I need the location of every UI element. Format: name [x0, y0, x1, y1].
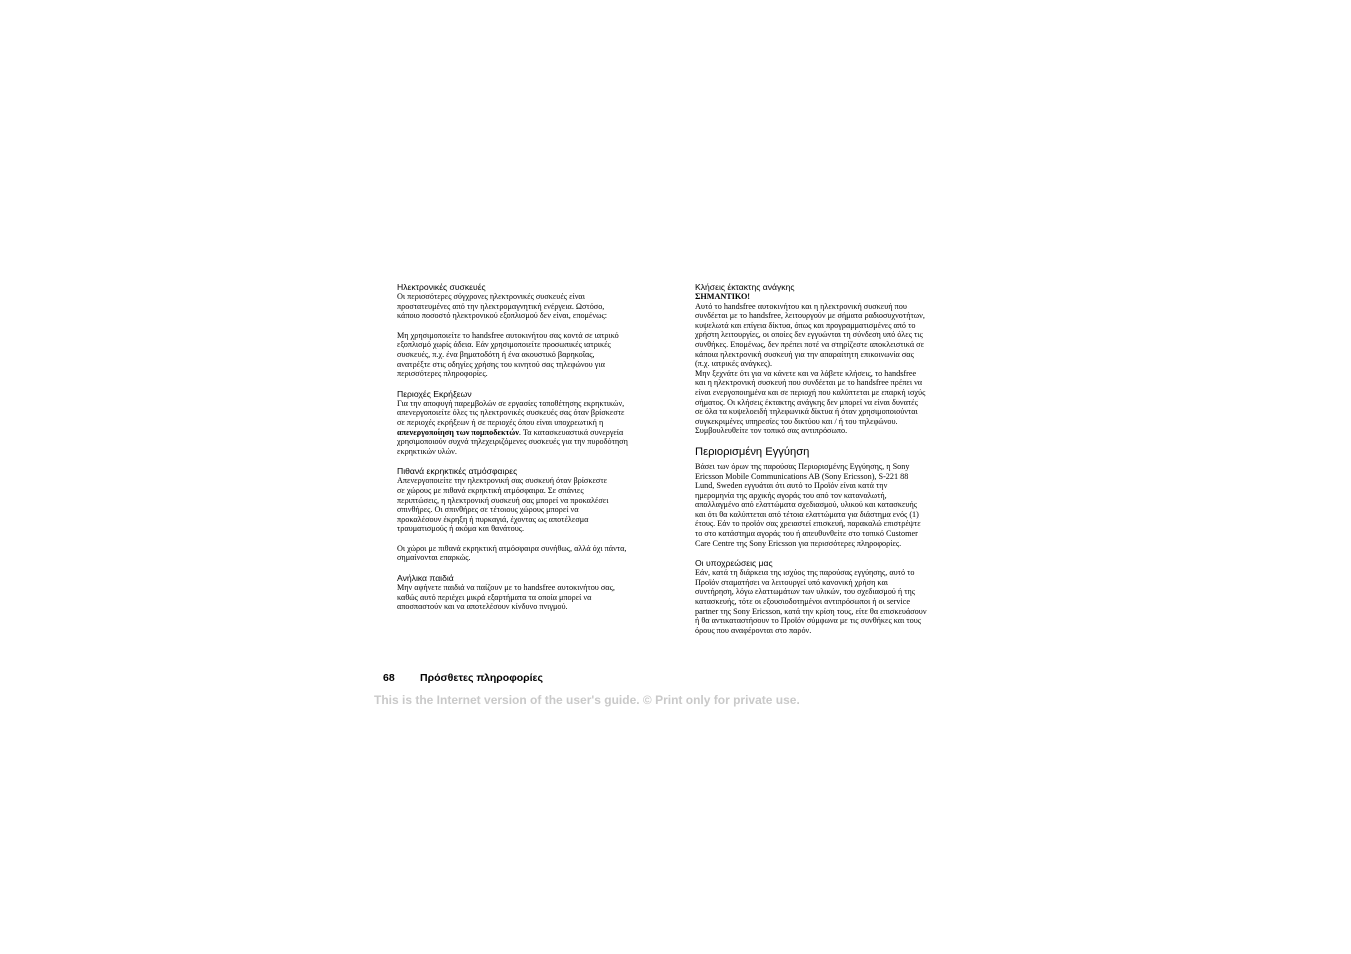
limited-warranty-paragraph: Βάσει των όρων της παρούσας Περιορισμένης Εγγύησης, η Sony Ericsson Mobile Communications AB (Sony Ericsson), S-221 88 Lund, Sweden εγγυάται ότι αυτό το Προϊόν είναι κατά την ημερομηνία της αρχικής αγοράς του από τον καταναλωτή, απαλλαγμένο από ελαττώματα σχεδιασμού, υλικού και κατασκευής και ότι θα καλύπτεται από τέτοια ελαττώματα για διάστημα ενός (1) έτους. Εάν το προϊόν σας χρειαστεί επισκευή, παρακαλώ επιστρέψτε το στο κατάστημα αγοράς του ή απευθυνθείτε στο τοπικό Customer Care Centre της Sony Ericsson για περισσότερες πληροφορίες. — [695, 461, 921, 548]
electronic-devices-paragraph-1: Οι περισσότερες σύγχρονες ηλεκτρονικές συσκευές είναι προστατευμένες από την ηλεκτρομαγνητική ενέργεια. Ωστόσο, κάποιο ποσοστό ηλεκτρονικού εξοπλισμού δεν είναι, επομένως: — [397, 292, 607, 321]
explosion-areas-text-before: Για την αποφυγή παρεμβολών σε εργασίες τοποθέτησης εκρηκτικών, απενεργοποιείτε όλες τις ηλεκτρονικές συσκευές σας όταν βρίσκεστε σε περιοχές εκρήξεων ή σε περιοχές όπου είναι υποχρεωτική η — [397, 398, 625, 427]
explosion-areas-paragraph — [397, 399, 669, 457]
important-label: ΣΗΜΑΝΤΙΚΟ! — [695, 292, 751, 301]
internet-version-notice: This is the Internet version of the user's guide. © Print only for private use. — [374, 693, 800, 707]
left-column — [397, 282, 669, 612]
page-number: 68 — [383, 672, 395, 684]
explosive-atmospheres-paragraph-1: Απενεργοποιείτε την ηλεκτρονική σας συσκευή όταν βρίσκεστε σε χώρους με πιθανά εκρηκτική ατμόσφαιρα. Σε σπάνιες περιπτώσεις, η ηλεκτρονική συσκευή σας μπορεί να προκαλέσει σπινθήρες. Οι σπινθήρες σε τέτοιους χώρους μπορεί να προκαλέσουν έκρηξη ή πυρκαγιά, έχοντας ως αποτέλεσμα τραυματισμούς ή ακόμα και θανάτους. — [397, 476, 609, 534]
minors-heading: Ανήλικα παιδιά — [397, 573, 454, 584]
electronic-devices-paragraph-2: Μη χρησιμοποιείτε το handsfree αυτοκινήτου σας κοντά σε ιατρικό εξοπλισμό χωρίς άδεια. Εάν χρησιμοποιείτε προσωπικές ιατρικές συσκευές, π.χ. ένα βηματοδότη ή ένα ακουστικό βαρηκοΐας, ανατρέξτε στις οδηγίες χρήσης του κινητού σας τηλεφώνου για περισσότερες πληροφορίες. — [397, 330, 619, 379]
page-footer — [383, 672, 543, 685]
explosive-atmospheres-paragraph-2: Οι χώροι με πιθανά εκρηκτική ατμόσφαιρα συνήθως, αλλά όχι πάντα, σημαίνονται επαρκώς. — [397, 543, 627, 563]
electronic-devices-heading: Ηλεκτρονικές συσκευές — [397, 282, 486, 292]
explosive-atmospheres-heading: Πιθανά εκρηκτικές ατμόσφαιρες — [397, 466, 518, 477]
explosion-areas-text-after: . Τα κατασκευαστικά συνεργεία χρησιμοποιούν συχνά τηλεχειριζόμενες συσκευές για την πυροδότηση εκρηκτικών υλών. — [397, 427, 628, 456]
our-obligations-heading: Οι υποχρεώσεις μας — [695, 558, 773, 569]
explosion-areas-heading: Περιοχές Εκρήξεων — [397, 388, 472, 399]
right-column — [695, 282, 967, 635]
explosion-areas-bold-text: απενεργοποίηση των πομποδεκτών — [397, 427, 519, 437]
footer-section-title: Πρόσθετες πληροφορίες — [420, 672, 543, 684]
emergency-calls-paragraph-2: Μην ξεχνάτε ότι για να κάνετε και να λάβετε κλήσεις, το handsfree και η ηλεκτρονική συσκευή που συνδέεται με το handsfree πρέπει να είναι ενεργοποιημένα και σε περιοχή που καλύπτεται με επαρκή ισχύς σήματος. Οι κλήσεις έκτακτης ανάγκης δεν μπορεί να είναι δυνατές σε όλα τα κυψελοειδή τηλεφωνικά δίκτυα ή όταν χρησιμοποιούνται συγκεκριμένες υπηρεσίες του δικτύου και / ή του τηλεφώνου. Συμβουλευθείτε τον τοπικό σας αντιπρόσωπο. — [695, 368, 926, 436]
emergency-calls-heading: Κλήσεις έκτακτης ανάγκης — [695, 282, 795, 292]
our-obligations-paragraph: Εάν, κατά τη διάρκεια της ισχύος της παρούσας εγγύησης, αυτό το Προϊόν σταματήσει να λειτουργεί υπό κανονική χρήση και συντήρηση, λόγω ελαττωμάτων των υλικών, του σχεδιασμού ή της κατασκευής, τότε οι εξουσιοδοτημένοι αντιπρόσωποι ή οι service partner της Sony Ericsson, κατά την κρίση τους, είτε θα επισκευάσουν ή θα αντικαταστήσουν το Προϊόν σύμφωνα με τις συνθήκες και τους όρους που αναφέρονται στο παρόν. — [695, 568, 927, 635]
limited-warranty-title: Περιορισμένη Εγγύηση — [695, 445, 810, 458]
emergency-calls-paragraph-1: Αυτό το handsfree αυτοκινήτου και η ηλεκτρονική συσκευή που συνδέεται με το handsfree, λειτουργούν με σήματα ραδιοσυχνοτήτων, κυψελωτά και επίγεια δίκτυα, όπως και προγραμματισμένες από το χρήστη λειτουργίες, οι οποίες δεν εγγυώνται τη σύνδεση υπό όλες τις συνθήκες. Επομένως, δεν πρέπει ποτέ να στηρίζεστε αποκλειστικά σε κάποια ηλεκτρονική συσκευή για την απαραίτητη επικοινωνία σας (π.χ. ιατρικές ανάγκες). — [695, 301, 925, 369]
minors-paragraph: Μην αφήνετε παιδιά να παίζουν με το handsfree αυτοκινήτου σας, καθώς αυτό περιέχει μικρά εξαρτήματα τα οποία μπορεί να αποσπαστούν και να αποτελέσουν κίνδυνο πνιγμού. — [397, 583, 615, 612]
